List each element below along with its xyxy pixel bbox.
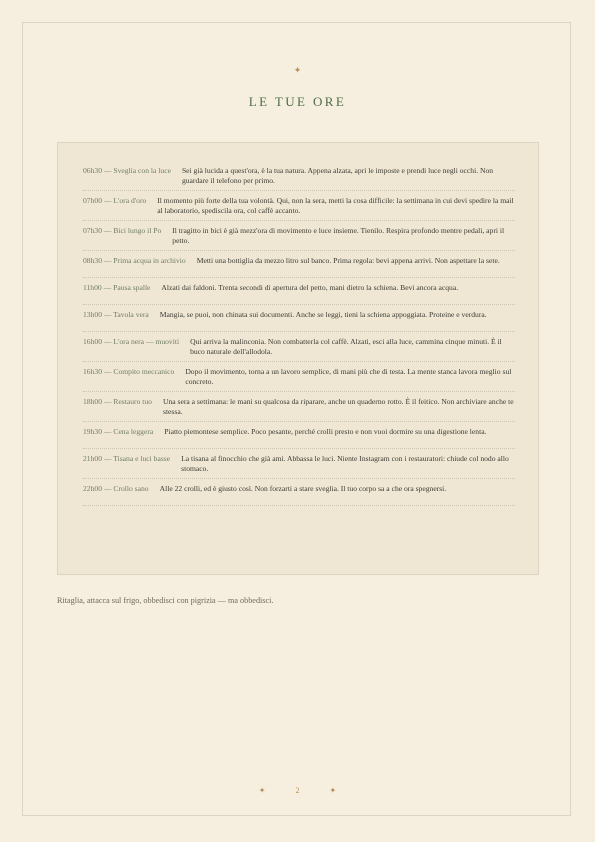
schedule-time: 08h30 — Prima acqua in archivio xyxy=(83,256,186,265)
schedule-description: Metti una bottiglia da mezzo litro sul banco. Prima regola: bevi appena arrivi. Non aspettare la sete. xyxy=(196,256,500,265)
schedule-description: Alle 22 crolli, ed è giusto così. Non forzarti a stare sveglia. Il tuo corpo sa a che ora spegnersi. xyxy=(159,484,447,493)
schedule-time: 07h30 — Bici lungo il Po xyxy=(83,226,162,235)
schedule-description: Mangia, se puoi, non chinata sui documenti. Anche se leggi, tieni la schiena appoggiata. Proteine e verdura. xyxy=(159,310,487,319)
page-title: LE TUE ORE xyxy=(248,94,347,109)
star-ornament-icon: ✦ xyxy=(293,66,302,76)
schedule-description: Una sera a settimana: le mani su qualcosa da riparare, anche un quaderno rotto. È il feitico. Non archiviare anche te stessa. xyxy=(162,397,514,416)
schedule-time: 19h30 — Cena leggera xyxy=(83,427,154,436)
schedule-time: 13h00 — Tavola vera xyxy=(83,310,149,319)
schedule-panel xyxy=(57,142,539,575)
schedule-description: Alzati dai faldoni. Trenta secondi di apertura del petto, mani dietro la schiena. Bevi ancora acqua. xyxy=(161,283,459,292)
schedule-time: 21h00 — Tisana e luci basse xyxy=(83,454,171,463)
schedule-description: Il momento più forte della tua volontà. Qui, non la sera, metti la cosa difficile: la settimana in cui devi spedire la mail al laboratorio, spediscila ora, col caffè accanto. xyxy=(157,196,514,215)
schedule-description: Piatto piemontese semplice. Poco pesante, perché crolli presto e non vuoi dormire su una digestione lenta. xyxy=(164,427,487,436)
footnote: Ritaglia, attacca sul frigo, obbedisci con pigrizia — ma obbedisci. xyxy=(57,596,274,605)
schedule-row xyxy=(83,191,515,221)
schedule-description: Qui arriva la malinconia. Non combatterla col caffè. Alzati, esci alla luce, cammina cinque minuti. È il buco naturale dell'allodola. xyxy=(190,337,502,356)
schedule-row xyxy=(83,221,515,251)
page-footer xyxy=(0,786,595,795)
schedule-time: 18h00 — Restauro tuo xyxy=(83,397,152,406)
schedule-row xyxy=(83,251,515,278)
schedule-time: 16h00 — L'ora nera — muoviti xyxy=(83,337,180,346)
schedule-row xyxy=(83,278,515,305)
schedule-description: Sei già lucida a quest'ora, è la tua natura. Appena alzata, apri le imposte e prendi luce negli occhi. Non guardare il telefono per primo. xyxy=(181,166,494,185)
schedule-row xyxy=(83,479,515,506)
schedule-description: Il tragitto in bici è già mezz'ora di movimento e luce insieme. Tienilo. Respira profondo mentre pedali, apri il petto. xyxy=(172,226,505,245)
schedule-description: Dopo il movimento, torna a un lavoro semplice, di mani più che di testa. La mente stanca lavora meglio sul concreto. xyxy=(185,367,512,386)
schedule-row xyxy=(83,332,515,362)
schedule-time: 16h30 — Compito meccanico xyxy=(83,367,175,376)
schedule-time: 11h00 — Pausa spalle xyxy=(83,283,151,292)
schedule-description: La tisana al finocchio che già ami. Abbassa le luci. Niente Instagram con i restauratori: chiude col nodo allo stomaco. xyxy=(181,454,509,473)
schedule-row xyxy=(83,362,515,392)
page-number: 2 xyxy=(295,786,300,795)
schedule-time: 07h00 — L'ora d'oro xyxy=(83,196,147,205)
schedule-row xyxy=(83,305,515,332)
schedule-time: 06h30 — Sveglia con la luce xyxy=(83,166,171,175)
schedule-row xyxy=(83,392,515,422)
schedule-row xyxy=(83,160,515,191)
star-ornament-icon: ✦ xyxy=(329,786,337,795)
schedule-time: 22h00 — Crollo sano xyxy=(83,484,149,493)
schedule-list xyxy=(83,160,515,506)
schedule-row xyxy=(83,449,515,479)
star-ornament-icon: ✦ xyxy=(258,786,266,795)
schedule-row xyxy=(83,422,515,449)
